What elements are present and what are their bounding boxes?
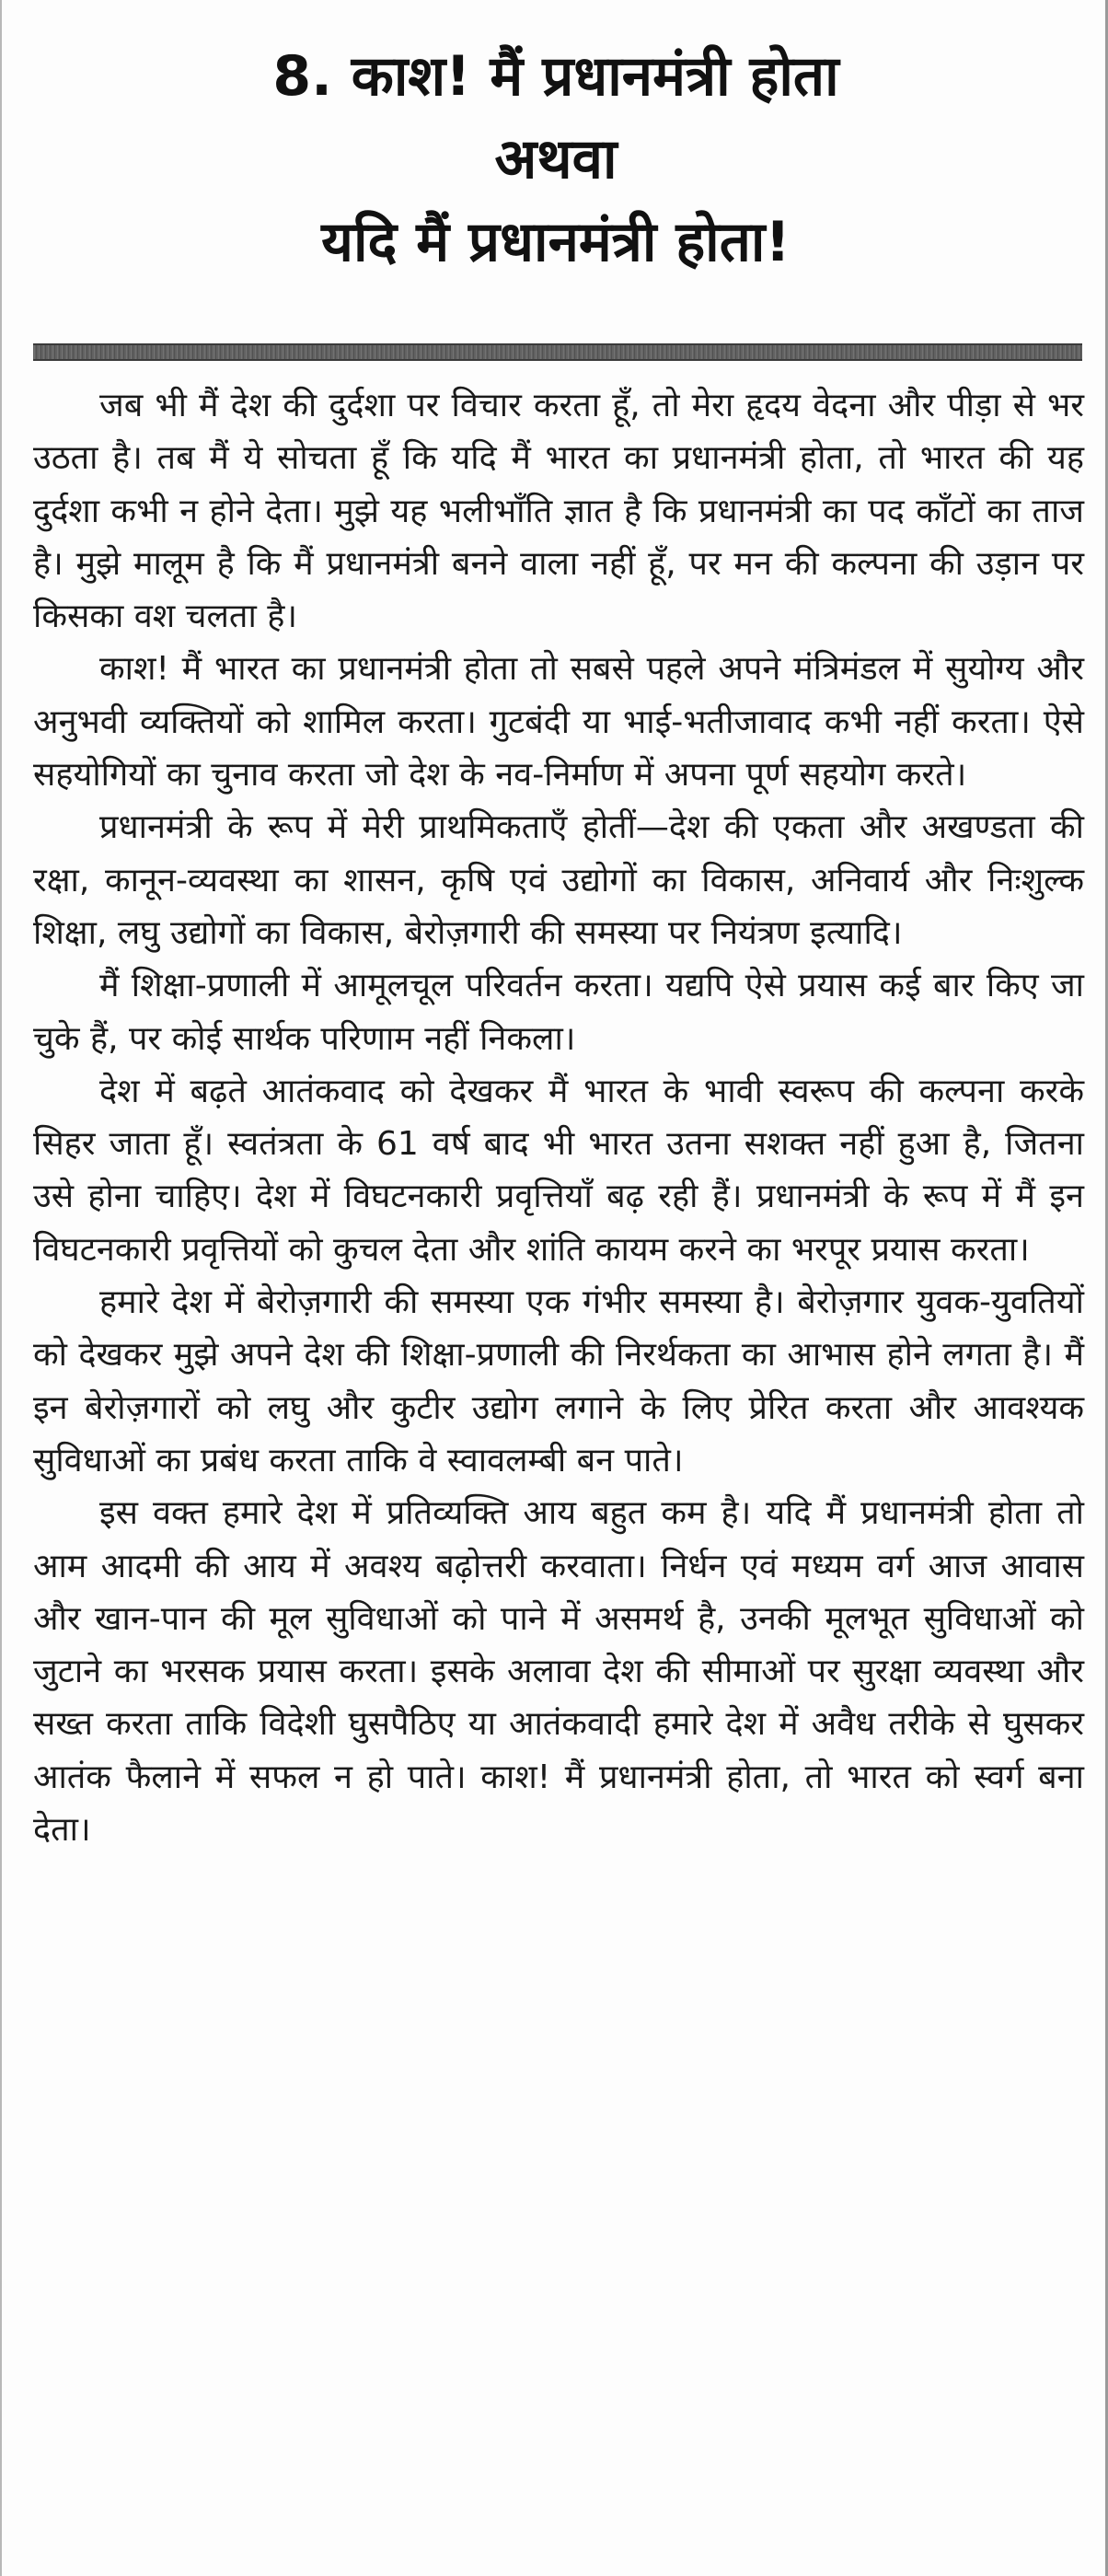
title-line-3: यदि मैं प्रधानमंत्री होता! — [321, 210, 791, 274]
paragraph: देश में बढ़ते आतंकवाद को देखकर मैं भारत के भावी स्वरूप की कल्पना करके सिहर जाता हूँ। स्वतंत्रता के 61 वर्ष बाद भी भारत उतना सशक्त नहीं हुआ है, जितना उसे होना चाहिए। देश में विघटनकारी प्रवृत्तियाँ बढ़ रही हैं। प्रधानमंत्री के रूप में मैं इन विघटनकारी प्रवृत्तियों को कुचल देता और शांति कायम करने का भरपूर प्रयास करता। — [33, 1072, 1084, 1269]
title-divider — [33, 343, 1082, 361]
title-line-2: अथवा — [494, 127, 617, 191]
paragraph: काश! मैं भारत का प्रधानमंत्री होता तो सबसे पहले अपने मंत्रिमंडल में सुयोग्य और अनुभवी व्यक्तियों को शामिल करता। गुटबंदी या भाई-भतीजावाद कभी नहीं करता। ऐसे सहयोगियों का चुनाव करता जो देश के नव-निर्माण में अपना पूर्ण सहयोग करते। — [33, 650, 1084, 795]
title-line-1: 8. काश! मैं प्रधानमंत्री होता — [272, 44, 839, 109]
essay-body — [33, 379, 1084, 1856]
paragraph: मैं शिक्षा-प्रणाली में आमूलचूल परिवर्तन करता। यद्यपि ऐसे प्रयास कई बार किए जा चुके हैं, पर कोई सार्थक परिणाम नहीं निकला। — [33, 967, 1084, 1058]
paragraph: प्रधानमंत्री के रूप में मेरी प्राथमिकताएँ होतीं—देश की एकता और अखण्डता की रक्षा, कानून-व्यवस्था का शासन, कृषि एवं उद्योगों का विकास, अनिवार्य और निःशुल्क शिक्षा, लघु उद्योगों का विकास, बेरोज़गारी की समस्या पर नियंत्रण इत्यादि। — [33, 808, 1084, 952]
paragraph: इस वक्त हमारे देश में प्रतिव्यक्ति आय बहुत कम है। यदि मैं प्रधानमंत्री होता तो आम आदमी की आय में अवश्य बढ़ोत्तरी करवाता। निर्धन एवं मध्यम वर्ग आज आवास और खान-पान की मूल सुविधाओं को पाने में असमर्थ है, उनकी मूलभूत सुविधाओं को जुटाने का भरसक प्रयास करता। इसके अलावा देश की सीमाओं पर सुरक्षा व्यवस्था और सख्त करता ताकि विदेशी घुसपैठिए या आतंकवादी हमारे देश में अवैध तरीके से घुसकर आतंक फैलाने में सफल न हो पाते। काश! मैं प्रधानमंत्री होता, तो भारत को स्वर्ग बना देता। — [33, 1494, 1084, 1850]
paragraph: हमारे देश में बेरोज़गारी की समस्या एक गंभीर समस्या है। बेरोज़गार युवक-युवतियों को देखकर मुझे अपने देश की शिक्षा-प्रणाली की निरर्थकता का आभास होने लगता है। मैं इन बेरोज़गारों को लघु और कुटीर उद्योग लगाने के लिए प्रेरित करता और आवश्यक सुविधाओं का प्रबंध करता ताकि वे स्वावलम्बी बन पाते। — [33, 1283, 1084, 1479]
paragraph: जब भी मैं देश की दुर्दशा पर विचार करता हूँ, तो मेरा हृदय वेदना और पीड़ा से भर उठता है। तब मैं ये सोचता हूँ कि यदि मैं भारत का प्रधानमंत्री होता, तो भारत की यह दुर्दशा कभी न होने देता। मुझे यह भलीभाँति ज्ञात है कि प्रधानमंत्री का पद काँटों का ताज है। मुझे मालूम है कि मैं प्रधानमंत्री बनने वाला नहीं हूँ, पर मन की कल्पना की उड़ान पर किसका वश चलता है। — [33, 387, 1084, 636]
essay-title — [2, 35, 1108, 284]
